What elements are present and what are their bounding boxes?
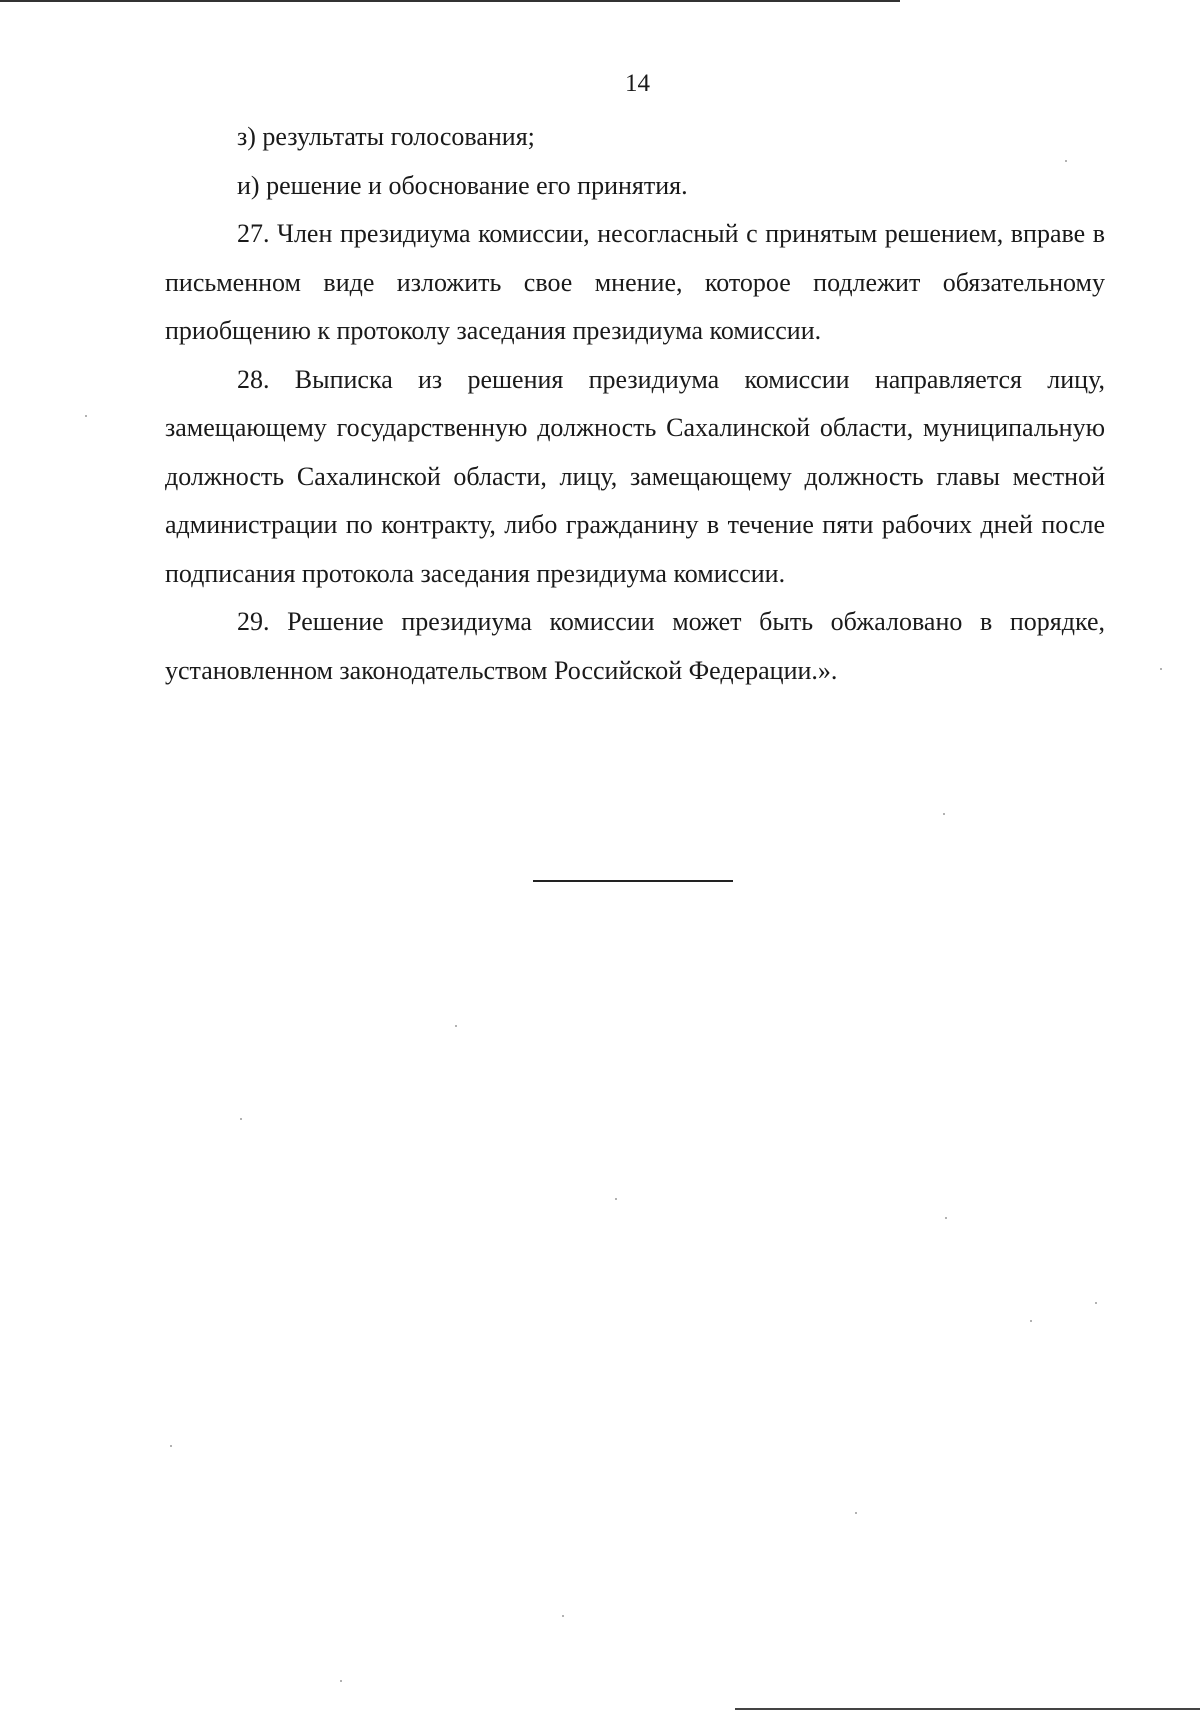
- page-number: 14: [625, 70, 650, 97]
- paragraph-item-z: з) результаты голосования;: [237, 122, 535, 151]
- paragraph-29: 29. Решение президиума комиссии может быть обжаловано в порядке, установленном законодательством Российской Федерации.».: [165, 607, 1105, 685]
- document-body: [165, 113, 1105, 695]
- paragraph-28: 28. Выписка из решения президиума комиссии направляется лицу, замещающему государственную должность Сахалинской области, муниципальную должность Сахалинской области, лицу, замещающему должность главы местной администрации по контракту, либо гражданину в течение пяти рабочих дней после подписания протокола заседания президиума комиссии.: [165, 364, 1105, 588]
- scan-top-border: [0, 0, 900, 2]
- end-separator-line: [533, 880, 733, 882]
- scan-bottom-border: [735, 1708, 1200, 1710]
- paragraph-item-i: и) решение и обоснование его принятия.: [237, 170, 688, 200]
- paragraph-27: 27. Член президиума комиссии, несогласный с принятым решением, вправе в письменном виде изложить свое мнение, которое подлежит обязательному приобщению к протоколу заседания президиума комиссии.: [165, 219, 1105, 345]
